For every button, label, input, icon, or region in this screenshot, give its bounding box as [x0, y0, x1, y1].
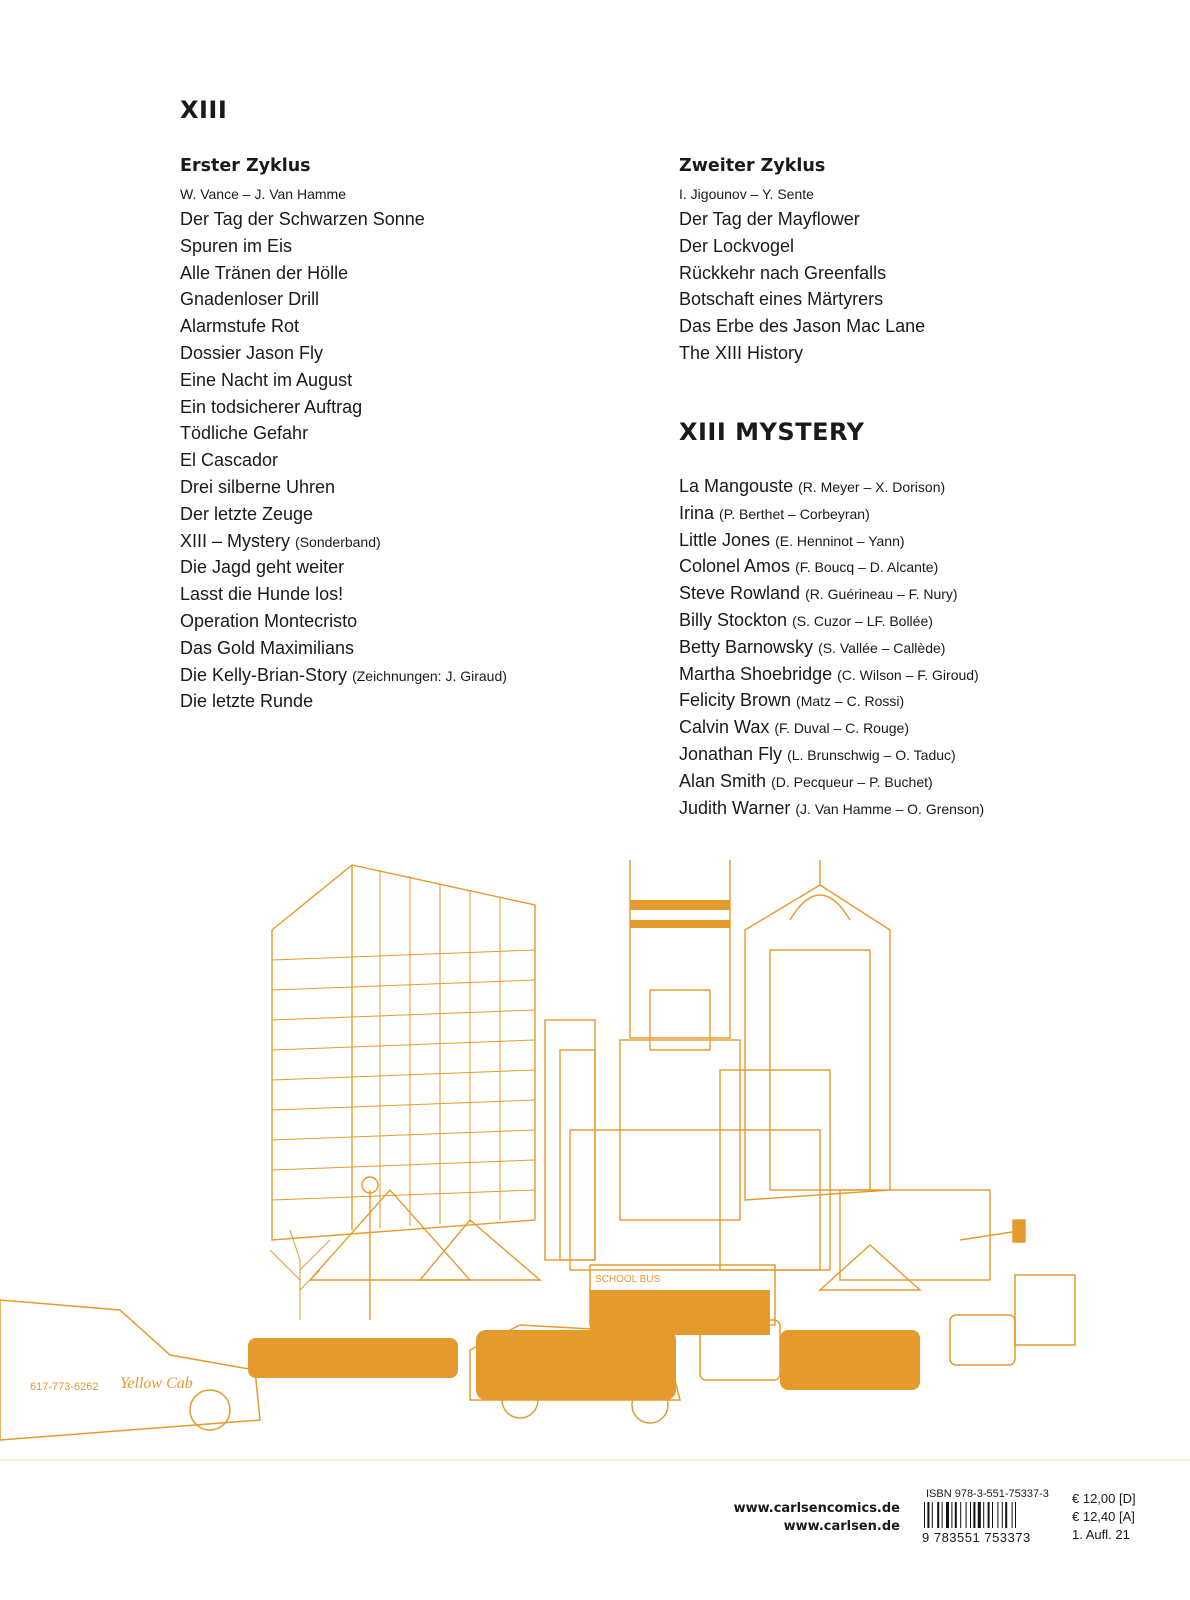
item-note: (L. Brunschwig – O. Taduc) — [787, 746, 956, 763]
list-item — [679, 580, 984, 607]
item-title: Die letzte Runde — [180, 691, 314, 712]
barcode-bar — [997, 1502, 998, 1528]
edition: 1. Aufl. 21 — [1072, 1527, 1130, 1542]
item-note: (F. Duval – C. Rouge) — [774, 720, 909, 737]
publisher-urls — [734, 1500, 900, 1536]
item-note: (C. Wilson – F. Giroud) — [837, 666, 979, 683]
item-title: Der letzte Zeuge — [180, 503, 314, 524]
item-title: Rückkehr nach Greenfalls — [679, 262, 887, 283]
item-title: Ein todsicherer Auftrag — [180, 396, 363, 417]
accent-fills — [248, 900, 920, 1400]
barcode-bar — [983, 1502, 984, 1528]
url-carlsen[interactable]: www.carlsen.de — [783, 1519, 900, 1534]
barcode-bar — [966, 1502, 967, 1528]
barcode-bar — [1015, 1502, 1016, 1528]
list-item — [180, 313, 620, 340]
left-skyscraper-windows — [272, 870, 535, 1228]
list-item — [679, 687, 984, 714]
list-item — [180, 554, 620, 581]
item-title: Betty Barnowsky — [679, 636, 814, 657]
list-item — [180, 474, 620, 501]
item-title: Calvin Wax — [679, 717, 770, 738]
item-title: Der Tag der Schwarzen Sonne — [180, 209, 425, 229]
list-item — [679, 260, 1119, 287]
item-title: The XIII History — [679, 342, 804, 363]
barcode-bar — [973, 1502, 975, 1528]
series-title: XIII — [180, 96, 228, 124]
item-title: Judith Warner — [679, 797, 791, 818]
barcode-bar — [978, 1502, 981, 1528]
center-skyscraper — [630, 860, 730, 1038]
item-title: Die Kelly-Brian-Story — [180, 664, 348, 685]
list-item — [679, 500, 984, 527]
list-item — [180, 394, 620, 421]
item-note: (Sonderband) — [295, 533, 381, 550]
first-cycle-section — [180, 154, 620, 715]
left-skyscraper — [272, 865, 535, 1240]
barcode-bar — [924, 1502, 925, 1528]
list-item — [180, 528, 620, 555]
item-title: Jonathan Fly — [679, 743, 783, 764]
list-item — [679, 661, 984, 688]
item-title: Martha Shoebridge — [679, 663, 833, 684]
item-title: Alan Smith — [679, 770, 767, 791]
barcode-bar — [946, 1502, 949, 1528]
item-title: Alarmstufe Rot — [180, 316, 300, 337]
barcode-bar — [992, 1502, 993, 1528]
mystery-list — [679, 473, 984, 821]
barcode-bar — [960, 1502, 961, 1528]
url-carlsencomics[interactable]: www.carlsencomics.de — [733, 1501, 900, 1516]
item-title: Operation Montecristo — [180, 610, 358, 631]
list-item — [180, 260, 620, 287]
item-title: Felicity Brown — [679, 690, 792, 711]
barcode-bar — [970, 1502, 971, 1528]
item-note: (J. Van Hamme – O. Grenson) — [795, 800, 985, 817]
item-note: (S. Cuzor – LF. Bollée) — [792, 612, 933, 629]
item-title: Botschaft eines Märtyrers — [679, 289, 884, 310]
first-cycle-list — [180, 206, 620, 715]
item-note: (E. Henninot – Yann) — [775, 532, 905, 549]
item-title: Die Jagd geht weiter — [180, 557, 345, 578]
taxi-brand: Yellow Cab — [120, 1375, 193, 1392]
item-title: Gnadenloser Drill — [180, 289, 320, 310]
item-title: Dossier Jason Fly — [180, 342, 324, 363]
list-item — [679, 607, 984, 634]
buildings — [272, 860, 1025, 1320]
price-austria: € 12,40 [A] — [1072, 1509, 1135, 1524]
list-item — [180, 233, 620, 260]
list-item — [180, 608, 620, 635]
item-note: (R. Guérineau – F. Nury) — [805, 586, 958, 603]
item-note: (Zeichnungen: J. Giraud) — [352, 667, 507, 684]
list-item — [679, 233, 1119, 260]
barcode-bar — [942, 1502, 943, 1528]
list-item — [180, 581, 620, 608]
item-title: Little Jones — [679, 529, 771, 550]
item-title: Lasst die Hunde los! — [180, 584, 344, 605]
list-item — [679, 795, 984, 822]
isbn: ISBN 978-3-551-75337-3 — [926, 1488, 1049, 1500]
item-title: XIII – Mystery — [180, 530, 291, 551]
barcode-bar — [988, 1502, 990, 1528]
prices — [1072, 1490, 1136, 1544]
item-title: Colonel Amos — [679, 556, 791, 577]
item-title: Billy Stockton — [679, 609, 788, 630]
barcode-digits: 9 783551 753373 — [922, 1530, 1031, 1545]
list-item — [679, 553, 984, 580]
item-title: Steve Rowland — [679, 583, 801, 604]
barcode-bar — [955, 1502, 957, 1528]
barcode-bar — [932, 1502, 933, 1528]
item-note: (R. Meyer – X. Dorison) — [798, 479, 946, 495]
item-title: El Cascador — [180, 450, 279, 471]
list-item — [180, 635, 620, 662]
item-note: (F. Boucq – D. Alcante) — [795, 559, 939, 576]
taxi-phone: 617-773-6262 — [30, 1381, 99, 1393]
second-cycle-credits: I. Jigounov – Y. Sente — [679, 186, 814, 202]
list-item — [679, 286, 1119, 313]
item-title: Irina — [679, 502, 715, 523]
item-title: Der Lockvogel — [679, 235, 795, 256]
list-item — [679, 473, 984, 500]
list-item — [679, 768, 984, 795]
second-cycle-section — [679, 154, 1119, 367]
item-note: (P. Berthet – Corbeyran) — [719, 505, 870, 522]
item-title: Alle Tränen der Hölle — [180, 262, 349, 283]
tree — [270, 1230, 330, 1320]
bus-sign: SCHOOL BUS — [595, 1274, 661, 1285]
mystery-title: XIII MYSTERY — [679, 418, 865, 446]
list-item — [180, 420, 620, 447]
item-title: Das Erbe des Jason Mac Lane — [679, 316, 926, 337]
list-item — [679, 313, 1119, 340]
item-note: (S. Vallée – Callède) — [818, 639, 946, 656]
item-title: Der Tag der Mayflower — [679, 209, 860, 229]
item-title: Das Gold Maximilians — [180, 637, 355, 658]
list-item — [180, 286, 620, 313]
list-item — [180, 688, 620, 715]
list-item — [180, 340, 620, 367]
barcode-bar — [1002, 1502, 1003, 1528]
list-item — [679, 634, 984, 661]
list-item — [679, 741, 984, 768]
item-title: Drei silberne Uhren — [180, 476, 336, 497]
item-note: (Matz – C. Rossi) — [796, 693, 905, 710]
barcode-bar — [927, 1502, 929, 1528]
list-item — [180, 367, 620, 394]
right-tower — [745, 885, 890, 1200]
city-skyline-illustration — [0, 860, 1190, 1480]
yellow-cab — [0, 1300, 260, 1440]
item-title: Spuren im Eis — [180, 235, 293, 256]
barcode-bar — [937, 1502, 939, 1528]
list-item — [180, 206, 620, 233]
second-cycle-title: Zweiter Zyklus — [679, 156, 826, 176]
list-item — [180, 501, 620, 528]
barcode-bar — [1012, 1502, 1013, 1528]
list-item — [679, 714, 984, 741]
price-germany: € 12,00 [D] — [1072, 1491, 1136, 1506]
barcode-bar — [951, 1502, 952, 1528]
item-title: Eine Nacht im August — [180, 369, 353, 390]
first-cycle-credits: W. Vance – J. Van Hamme — [180, 186, 346, 202]
list-item — [679, 527, 984, 554]
list-item — [679, 340, 1119, 367]
item-title: La Mangouste — [679, 476, 794, 496]
item-title: Tödliche Gefahr — [180, 423, 309, 444]
first-cycle-title: Erster Zyklus — [180, 156, 311, 176]
barcode-bar — [1005, 1502, 1007, 1528]
second-cycle-list — [679, 206, 1119, 367]
item-note: (D. Pecqueur – P. Buchet) — [771, 773, 933, 790]
list-item — [180, 662, 620, 689]
list-item — [180, 447, 620, 474]
list-item — [679, 206, 1119, 233]
